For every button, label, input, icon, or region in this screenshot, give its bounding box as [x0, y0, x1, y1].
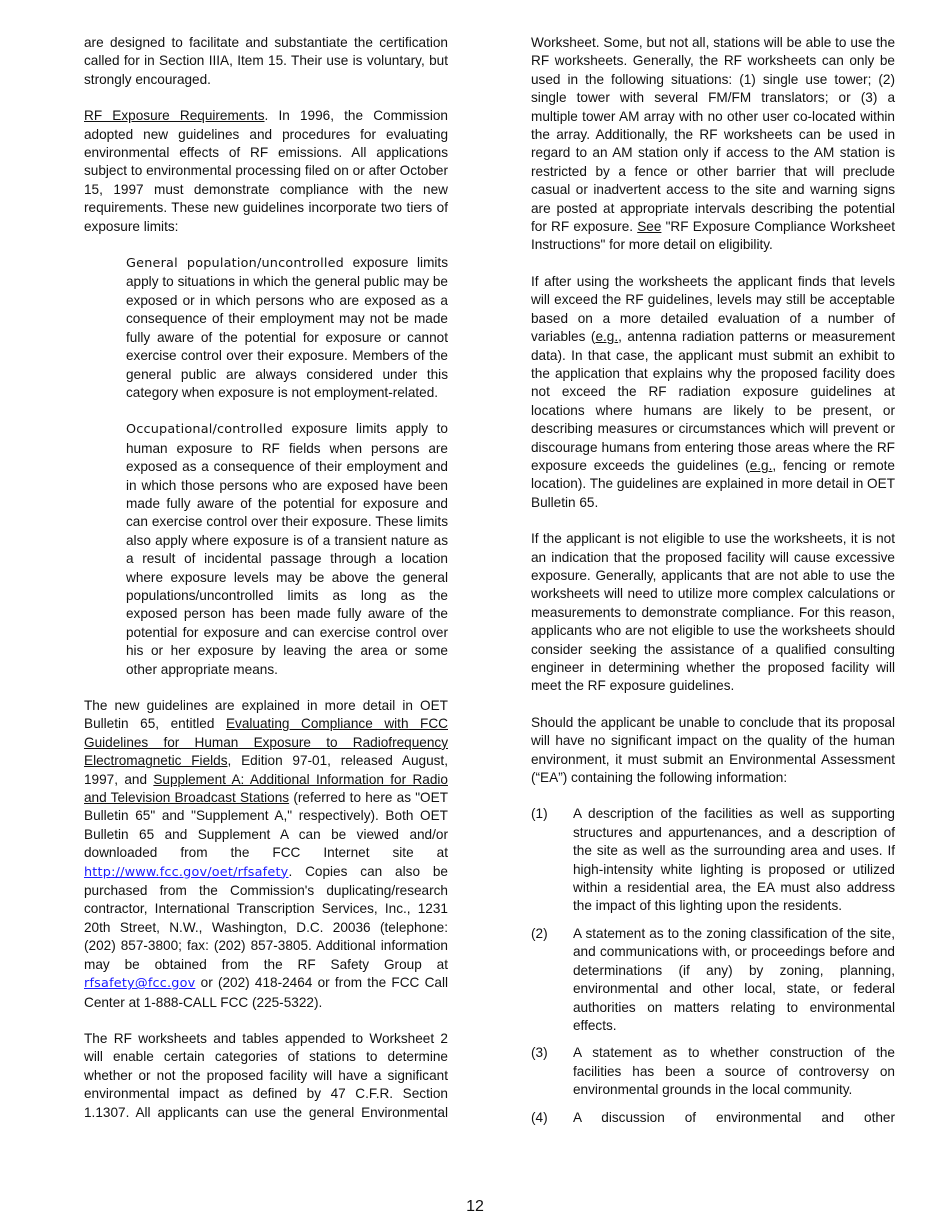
exceed-mid: , antenna radiation patterns or measurement data). In that case, the applicant must submit an exhibit to the application that explains why the proposed facility does not exceed the RF radiation exposure guidelines at locations where humans are likely to be present, or describing measures or circumstances which will prevent or discourage humans from entering those areas where the RF exposure exceeds the guidelines (: [531, 329, 895, 473]
bulletin-mid: , Edition 97-01, released August, 1997, and: [84, 753, 448, 787]
exceed-start: If after using the worksheets the applicant finds that levels will exceed the RF guidelines, levels may still be acceptable based on a more detailed evaluation of a number of variables (: [531, 273, 895, 345]
intro-paragraph: are designed to facilitate and substantiate the certification called for in Section IIIA, Item 15. Their use is voluntary, but strongly encouraged.: [84, 35, 448, 87]
rf-exposure-requirements-paragraph: [84, 107, 448, 236]
bulletin-intro: The new guidelines are explained in more detail in OET Bulletin 65, entitled: [84, 698, 448, 732]
not-eligible-paragraph: If the applicant is not eligible to use the worksheets, it is not an indication that the proposed facility will cause excessive exposure. Generally, applicants that are not able to use the worksheets will need to utilize more complex calculations or measurements to demonstrate compliance. For this reason, applicants who are not eligible to use the worksheets should consider seeking the assistance of a qualified consulting engineer in determining whether the proposed facility will meet the RF exposure guidelines.: [531, 531, 895, 694]
exceed-end: , fencing or remote location). The guidelines are explained in more detail in OET Bulletin 65.: [531, 457, 895, 510]
ea-item-number: (4): [531, 1109, 548, 1125]
rf-worksheets-paragraph: The RF worksheets and tables appended to Worksheet 2 will enable certain categories of stations to determine whether or not the proposed facility will have a significant environmental impact as defined by 47 C.F.R. Section 1.1307. All applicants can use the general Environmental: [84, 1030, 448, 1120]
eligibility-text: Worksheet. Some, but not all, stations will be able to use the RF worksheets. Generally, the RF worksheets can only be used in the following situations: (1) single use tower; (2) single tower with several FM/FM translators; or (3) a multiple tower AM array with no other user co-located within the array. Additionally, the RF worksheets can be used in regard to an AM station only if access to the AM station is restricted by a fence or other barrier that will preclude casual or inadvertent access to the site and warning signs are posted at appropriate intervals describing the potential for RF exposure.: [531, 35, 895, 235]
see-reference: See: [637, 219, 662, 235]
page-number: 12: [466, 1198, 484, 1215]
occupational-term: Occupational/controlled: [126, 422, 283, 438]
left-column: [84, 34, 448, 1140]
general-population-paragraph: [126, 254, 448, 402]
exceed-guidelines-paragraph: [531, 273, 895, 512]
eg-abbrev-2: e.g.: [749, 457, 773, 473]
worksheet-eligibility-paragraph: [531, 34, 895, 255]
ea-item-number: (2): [531, 925, 548, 941]
ea-item-number: (1): [531, 806, 548, 822]
ea-item-4: [531, 1109, 895, 1127]
general-population-text: exposure limits apply to situations in which the general public may be exposed or in which persons who are exposed as a consequence of their employment may not be made fully aware of the potential for exposure or cannot exercise control over their exposure. Members of the general public are always considered under this category when exposure is not employment-related.: [126, 255, 448, 400]
right-column: [531, 34, 895, 1136]
bulletin-after: (referred to here as "OET Bulletin 65" and "Supplement A," respectively). Both OET Bulletin 65 and Supplement A can be viewed and/or downloaded from the FCC Internet site at: [84, 790, 448, 861]
ea-item-text: A description of the facilities as well as supporting structures and appurtenances, and a description of the site as well as the surrounding area and uses. If high-intensity white lighting is proposed or utilized within a residential area, the EA must also address the impact of this lighting upon the residents.: [573, 806, 895, 914]
occupational-text: exposure limits apply to human exposure to RF fields when persons are exposed as a consequence of their employment and in which those persons who are exposed have been made fully aware of the potential for exposure and can exercise control over their exposure. These limits also apply where exposure is of a transient nature as a result of incidental passage through a location where exposure levels may be above the general populations/uncontrolled limits as long as the exposed person has been made fully aware of the potential for exposure and can exercise control over his or her exposure by leaving the area or some other appropriate means.: [126, 421, 448, 677]
ea-item-text: A discussion of environmental and other: [573, 1109, 895, 1125]
eg-abbrev-1: e.g.: [595, 329, 619, 345]
ea-item-text: A statement as to whether construction of the facilities has been a source of controversy on environmental grounds in the local community.: [573, 1045, 895, 1098]
ea-item-1: [531, 805, 895, 915]
ea-item-number: (3): [531, 1045, 548, 1061]
occupational-paragraph: [126, 420, 448, 679]
eligibility-end: "RF Exposure Compliance Worksheet Instructions" for more detail on eligibility.: [531, 219, 895, 253]
ea-item-text: A statement as to the zoning classification of the site, and communications with, or proceedings before and determinations (if any) by zoning, planning, environmental and other local, state, or federal authorities on matters relating to environmental effects.: [573, 925, 895, 1033]
environmental-assessment-paragraph: Should the applicant be unable to conclude that its proposal will have no significant impact on the quality of the human environment, it must submit an Environmental Assessment (“EA”) containing the following information:: [531, 714, 895, 786]
rfsafety-email-link[interactable]: rfsafety@fcc.gov: [84, 976, 196, 992]
bulletin-title: Evaluating Compliance with FCC Guidelines for Human Exposure to Radiofrequency Electromagnetic Fields: [84, 716, 448, 769]
oet-bulletin-paragraph: [84, 697, 448, 1012]
supplement-title: Supplement A: Additional Information for Radio and Television Broadcast Stations: [84, 771, 448, 806]
general-population-term: General population/uncontrolled: [126, 256, 345, 272]
bulletin-after2: . Copies can also be purchased from the Commission's duplicating/research contractor, International Transcription Services, Inc., 1231 20th Street, N.W., Washington, D.C. 20036 (telephone: (202) 857-3800; fax: (202) 857-3805. Additional information may be obtained from the RF Safety Group at: [84, 863, 448, 972]
rf-exposure-heading: RF Exposure Requirements: [84, 108, 265, 124]
rf-exposure-text: . In 1996, the Commission adopted new guidelines and procedures for evaluating environmental effects of RF emissions. All applications subject to environmental processing filed on or after October 15, 1997 must demonstrate compliance with the new requirements. These new guidelines incorporate two tiers of exposure limits:: [84, 108, 448, 234]
bulletin-end: or (202) 418-2464 or from the FCC Call Center at 1-888-CALL FCC (225-5322).: [84, 975, 448, 1010]
ea-item-2: [531, 925, 895, 1035]
ea-item-3: [531, 1044, 895, 1099]
fcc-rfsafety-link[interactable]: http://www.fcc.gov/oet/rfsafety: [84, 864, 289, 880]
